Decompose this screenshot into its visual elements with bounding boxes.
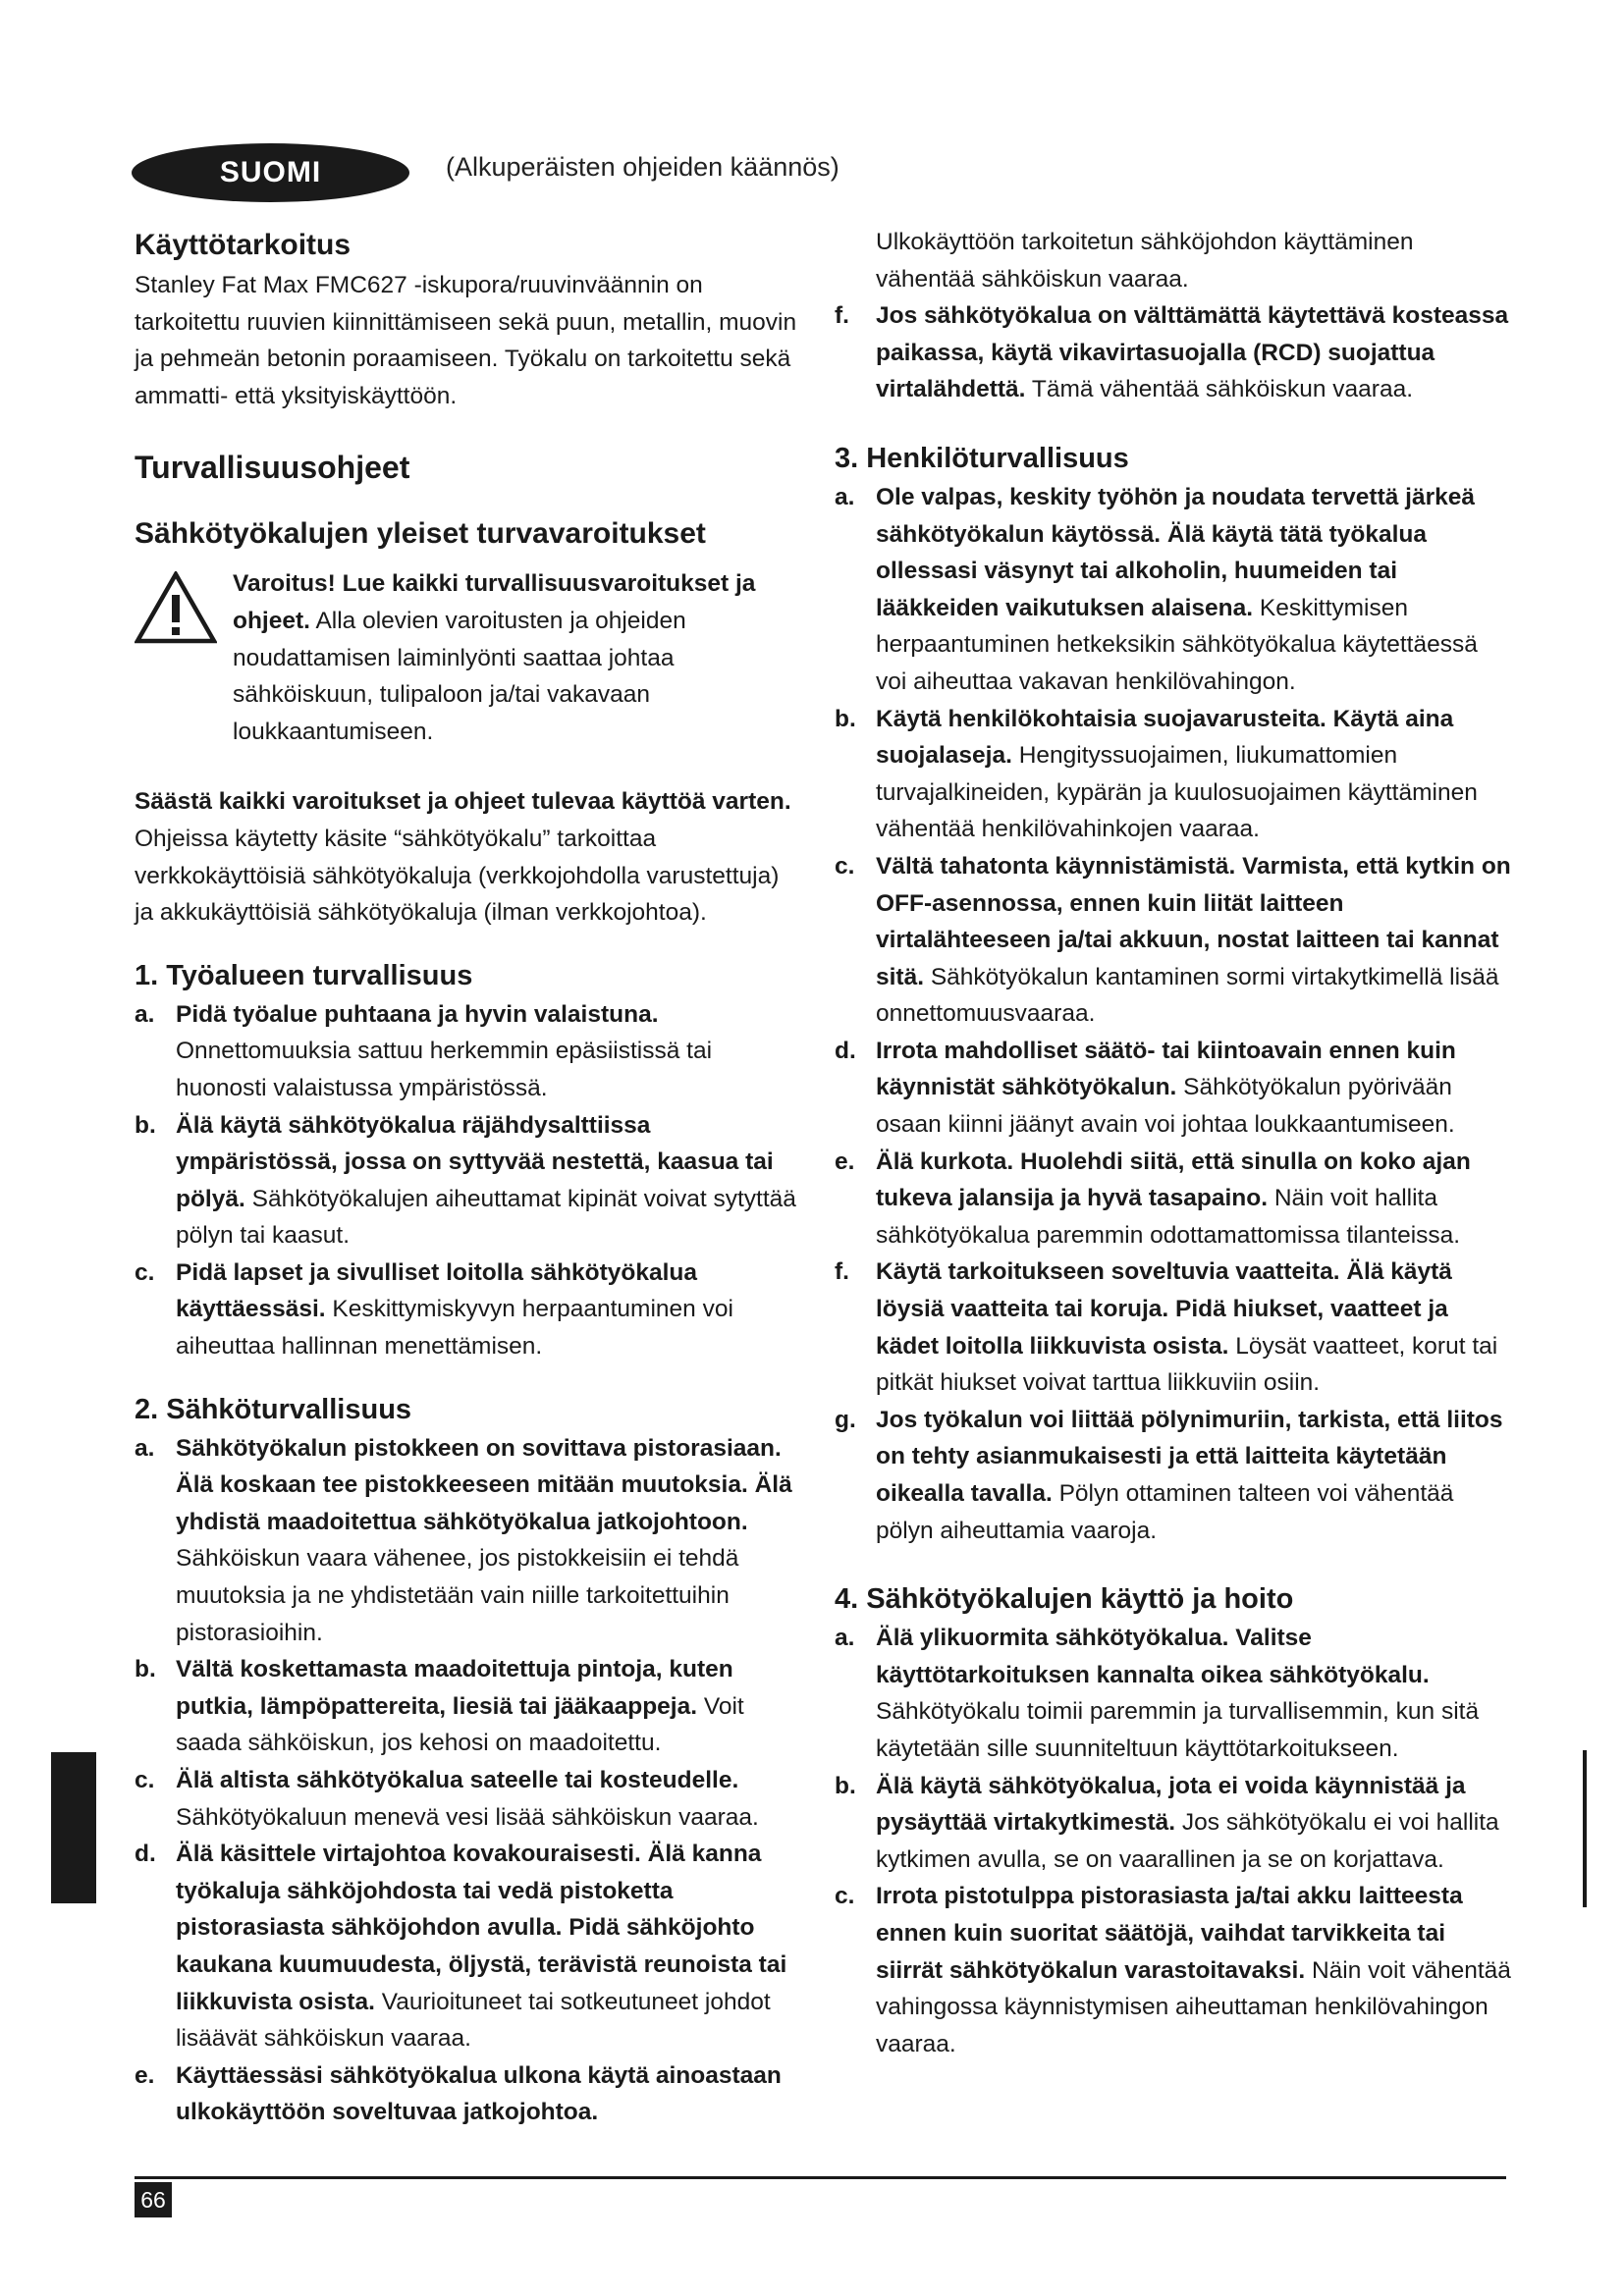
safety-heading: Turvallisuusohjeet	[135, 450, 410, 486]
translation-note: (Alkuperäisten ohjeiden käännös)	[446, 152, 839, 182]
general-warnings-heading: Sähkötyökalujen yleiset turvavaroitukset	[135, 517, 706, 551]
footer-rule	[135, 2176, 1506, 2179]
page-number: 66	[135, 2182, 172, 2217]
warning-bold: Varoitus! Lue kaikki turvallisuusvaroitukset ja ohjeet.	[233, 570, 756, 634]
list-item: c. Irrota pistotulppa pistorasiasta ja/tai akku laitteesta ennen kuin suoritat säätöjä, vaihdat tarvikkeita tai siirrät sähkötyökalun varastoitavaksi. Näin voit vähentää vahingossa käynnistymisen aiheuttaman henkilövahingon vaaraa.	[835, 1883, 1511, 2057]
list-item: c. Älä altista sähkötyökalua sateelle tai kosteudelle. Sähkötyökaluun menevä vesi lisää sähköiskun vaaraa.	[135, 1767, 759, 1831]
list-item: b. Käytä henkilökohtaisia suojavarusteita. Käytä aina suojalaseja. Hengityssuojaimen, liukumattomien turvajalkineiden, kypärän ja kuulosuojaimen käyttäminen vähentää henkilövahinkojen vaaraa.	[835, 705, 1478, 843]
list-item: a. Ole valpas, keskity työhön ja noudata tervettä järkeä sähkötyökalun käytössä. Älä käytä tätä työkalua ollessasi väsynyt tai alkoholin, huumeiden tai lääkkeiden vaikutuksen alaisena. Keskittymisen herpaantuminen hetkeksikin sähkötyökalua käytettäessä voi aiheuttaa vakavan henkilövahingon.	[835, 483, 1478, 695]
side-rule-marker	[1583, 1750, 1587, 1907]
intended-use-body: Stanley Fat Max FMC627 -iskupora/ruuvinväännin on tarkoitettu ruuvien kiinnittämiseen sekä puun, metallin, muovin ja pehmeän betonin poraamiseen. Työkalu on tarkoitettu sekä ammatti- että yksityiskäyttöön.	[135, 272, 797, 409]
list-item: a. Älä ylikuormita sähkötyökalua. Valitse käyttötarkoituksen kannalta oikea sähkötyökalu. Sähkötyökalu toimii paremmin ja turvallisemmin, kun sitä käytetään sille suunniteltuun käyttötarkoitukseen.	[835, 1625, 1480, 1762]
list-item: c. Vältä tahatonta käynnistämistä. Varmista, että kytkin on OFF-asennossa, ennen kuin liität laitteen virtalähteeseen ja/tai akkuun, nostat laitteen tai kannat sitä. Sähkötyökalun kantaminen sormi virtakytkimellä lisää onnettomuusvaaraa.	[835, 852, 1511, 1028]
list-item: b. Älä käytä sähkötyökalua, jota ei voida käynnistää ja pysäyttää virtakytkimestä. Jos sähkötyökalu ei voi hallita kytkimen avulla, se on vaarallinen ja se on korjattava.	[835, 1772, 1499, 1873]
left-column	[135, 224, 802, 2131]
list-item: f. Jos sähkötyökalua on välttämättä käytettävä kosteassa paikassa, käytä vikavirtasuojalla (RCD) suojattua virtalähdettä. Tämä vähentää sähköiskun vaaraa.	[835, 302, 1509, 403]
list-item: b. Älä käytä sähkötyökalua räjähdysalttiissa ympäristössä, jossa on syttyvää nestettä, kaasua tai pölyä. Sähkötyökalujen aiheuttamat kipinät voivat sytyttää pölyn tai kaasut.	[135, 1111, 796, 1250]
list-item: b. Vältä koskettamasta maadoitettuja pintoja, kuten putkia, lämpöpattereita, liesiä tai jääkaappeja. Voit saada sähköiskun, jos kehosi on maadoitettu.	[135, 1656, 744, 1757]
warning-block	[135, 565, 802, 750]
warning-triangle-icon	[135, 565, 229, 750]
list-item: f. Käytä tarkoitukseen soveltuvia vaatteita. Älä käytä löysiä vaatteita tai koruja. Pidä hiukset, vaatteet ja kädet loitolla liikkuvista osista. Löysät vaatteet, korut tai pitkät hiukset voivat tarttua liikkuviin osiin.	[835, 1258, 1498, 1397]
section2-heading: 2. Sähköturvallisuus	[135, 1393, 412, 1425]
section1-heading: 1. Työalueen turvallisuus	[135, 959, 473, 991]
list-item: g. Jos työkalun voi liittää pölynimuriin, tarkista, että liitos on tehty asianmukaisesti ja että laitteita käytetään oikealla tavalla. Pölyn ottaminen talteen voi vähentää pölyn aiheuttamia vaaroja.	[835, 1406, 1503, 1544]
list-item: e. Käyttäessäsi sähkötyökalua ulkona käytä ainoastaan ulkokäyttöön soveltuvaa jatkojohtoa.	[135, 2061, 782, 2126]
save-instructions-text: Ohjeissa käytetty käsite “sähkötyökalu” tarkoittaa verkkokäyttöisiä sähkötyökaluja (verkkojohdolla varustettuja) ja akkukäyttöisiä sähkötyökaluja (ilman verkkojohtoa).	[135, 825, 780, 927]
section3-heading: 3. Henkilöturvallisuus	[835, 442, 1129, 474]
list-item: d. Irrota mahdolliset säätö- tai kiintoavain ennen kuin käynnistät sähkötyökalun. Sähkötyökalun pyörivään osaan kiinni jäänyt avain voi johtaa loukkaantumiseen.	[835, 1037, 1456, 1139]
list-item: d. Älä käsittele virtajohtoa kovakouraisesti. Älä kanna työkaluja sähköjohdosta tai vedä pistoketta pistorasiasta sähköjohdon avulla. Pidä sähköjohto kaukana kuumuudesta, öljystä, terävistä reunoista tai liikkuvista osista. Vaurioituneet tai sotkeutuneet johdot lisäävät sähköiskun vaaraa.	[135, 1841, 787, 2053]
section4-heading: 4. Sähkötyökalujen käyttö ja hoito	[835, 1583, 1294, 1616]
save-instructions-bold: Säästä kaikki varoitukset ja ohjeet tulevaa käyttöä varten.	[135, 788, 791, 816]
list-item: c. Pidä lapset ja sivulliset loitolla sähkötyökalua käyttäessäsi. Keskittymiskyvyn herpaantuminen voi aiheuttaa hallinnan menettämisen.	[135, 1258, 733, 1361]
right-column	[835, 224, 1512, 2062]
list-item: a. Pidä työalue puhtaana ja hyvin valaistuna. Onnettomuuksia sattuu herkemmin epäsiistissä tai huonosti valaistussa ympäristössä.	[135, 1000, 713, 1101]
side-tab-marker	[51, 1752, 96, 1903]
continued-text: Ulkokäyttöön tarkoitetun sähköjohdon käyttäminen vähentää sähköiskun vaaraa.	[876, 229, 1414, 293]
list-item: e. Älä kurkota. Huolehdi siitä, että sinulla on koko ajan tukeva jalansija ja hyvä tasapaino. Näin voit hallita sähkötyökalua paremmin odottamattomissa tilanteissa.	[835, 1148, 1471, 1249]
intended-use-heading: Käyttötarkoitus	[135, 229, 352, 261]
list-item: a. Sähkötyökalun pistokkeen on sovittava pistorasiaan. Älä koskaan tee pistokkeeseen mitään muutoksia. Älä yhdistä maadoitettua sähkötyökalua jatkojohtoon. Sähköiskun vaara vähenee, jos pistokkeisiin ei tehdä muutoksia ja ne yhdistetään vain niille tarkoitettuihin pistorasioihin.	[135, 1434, 792, 1646]
language-tab: SUOMI	[132, 143, 409, 202]
warning-text: Alla olevien varoitusten ja ohjeiden noudattamisen laiminlyönti saattaa johtaa sähköiskuun, tulipaloon ja/tai vakavaan loukkaantumiseen.	[233, 607, 686, 745]
